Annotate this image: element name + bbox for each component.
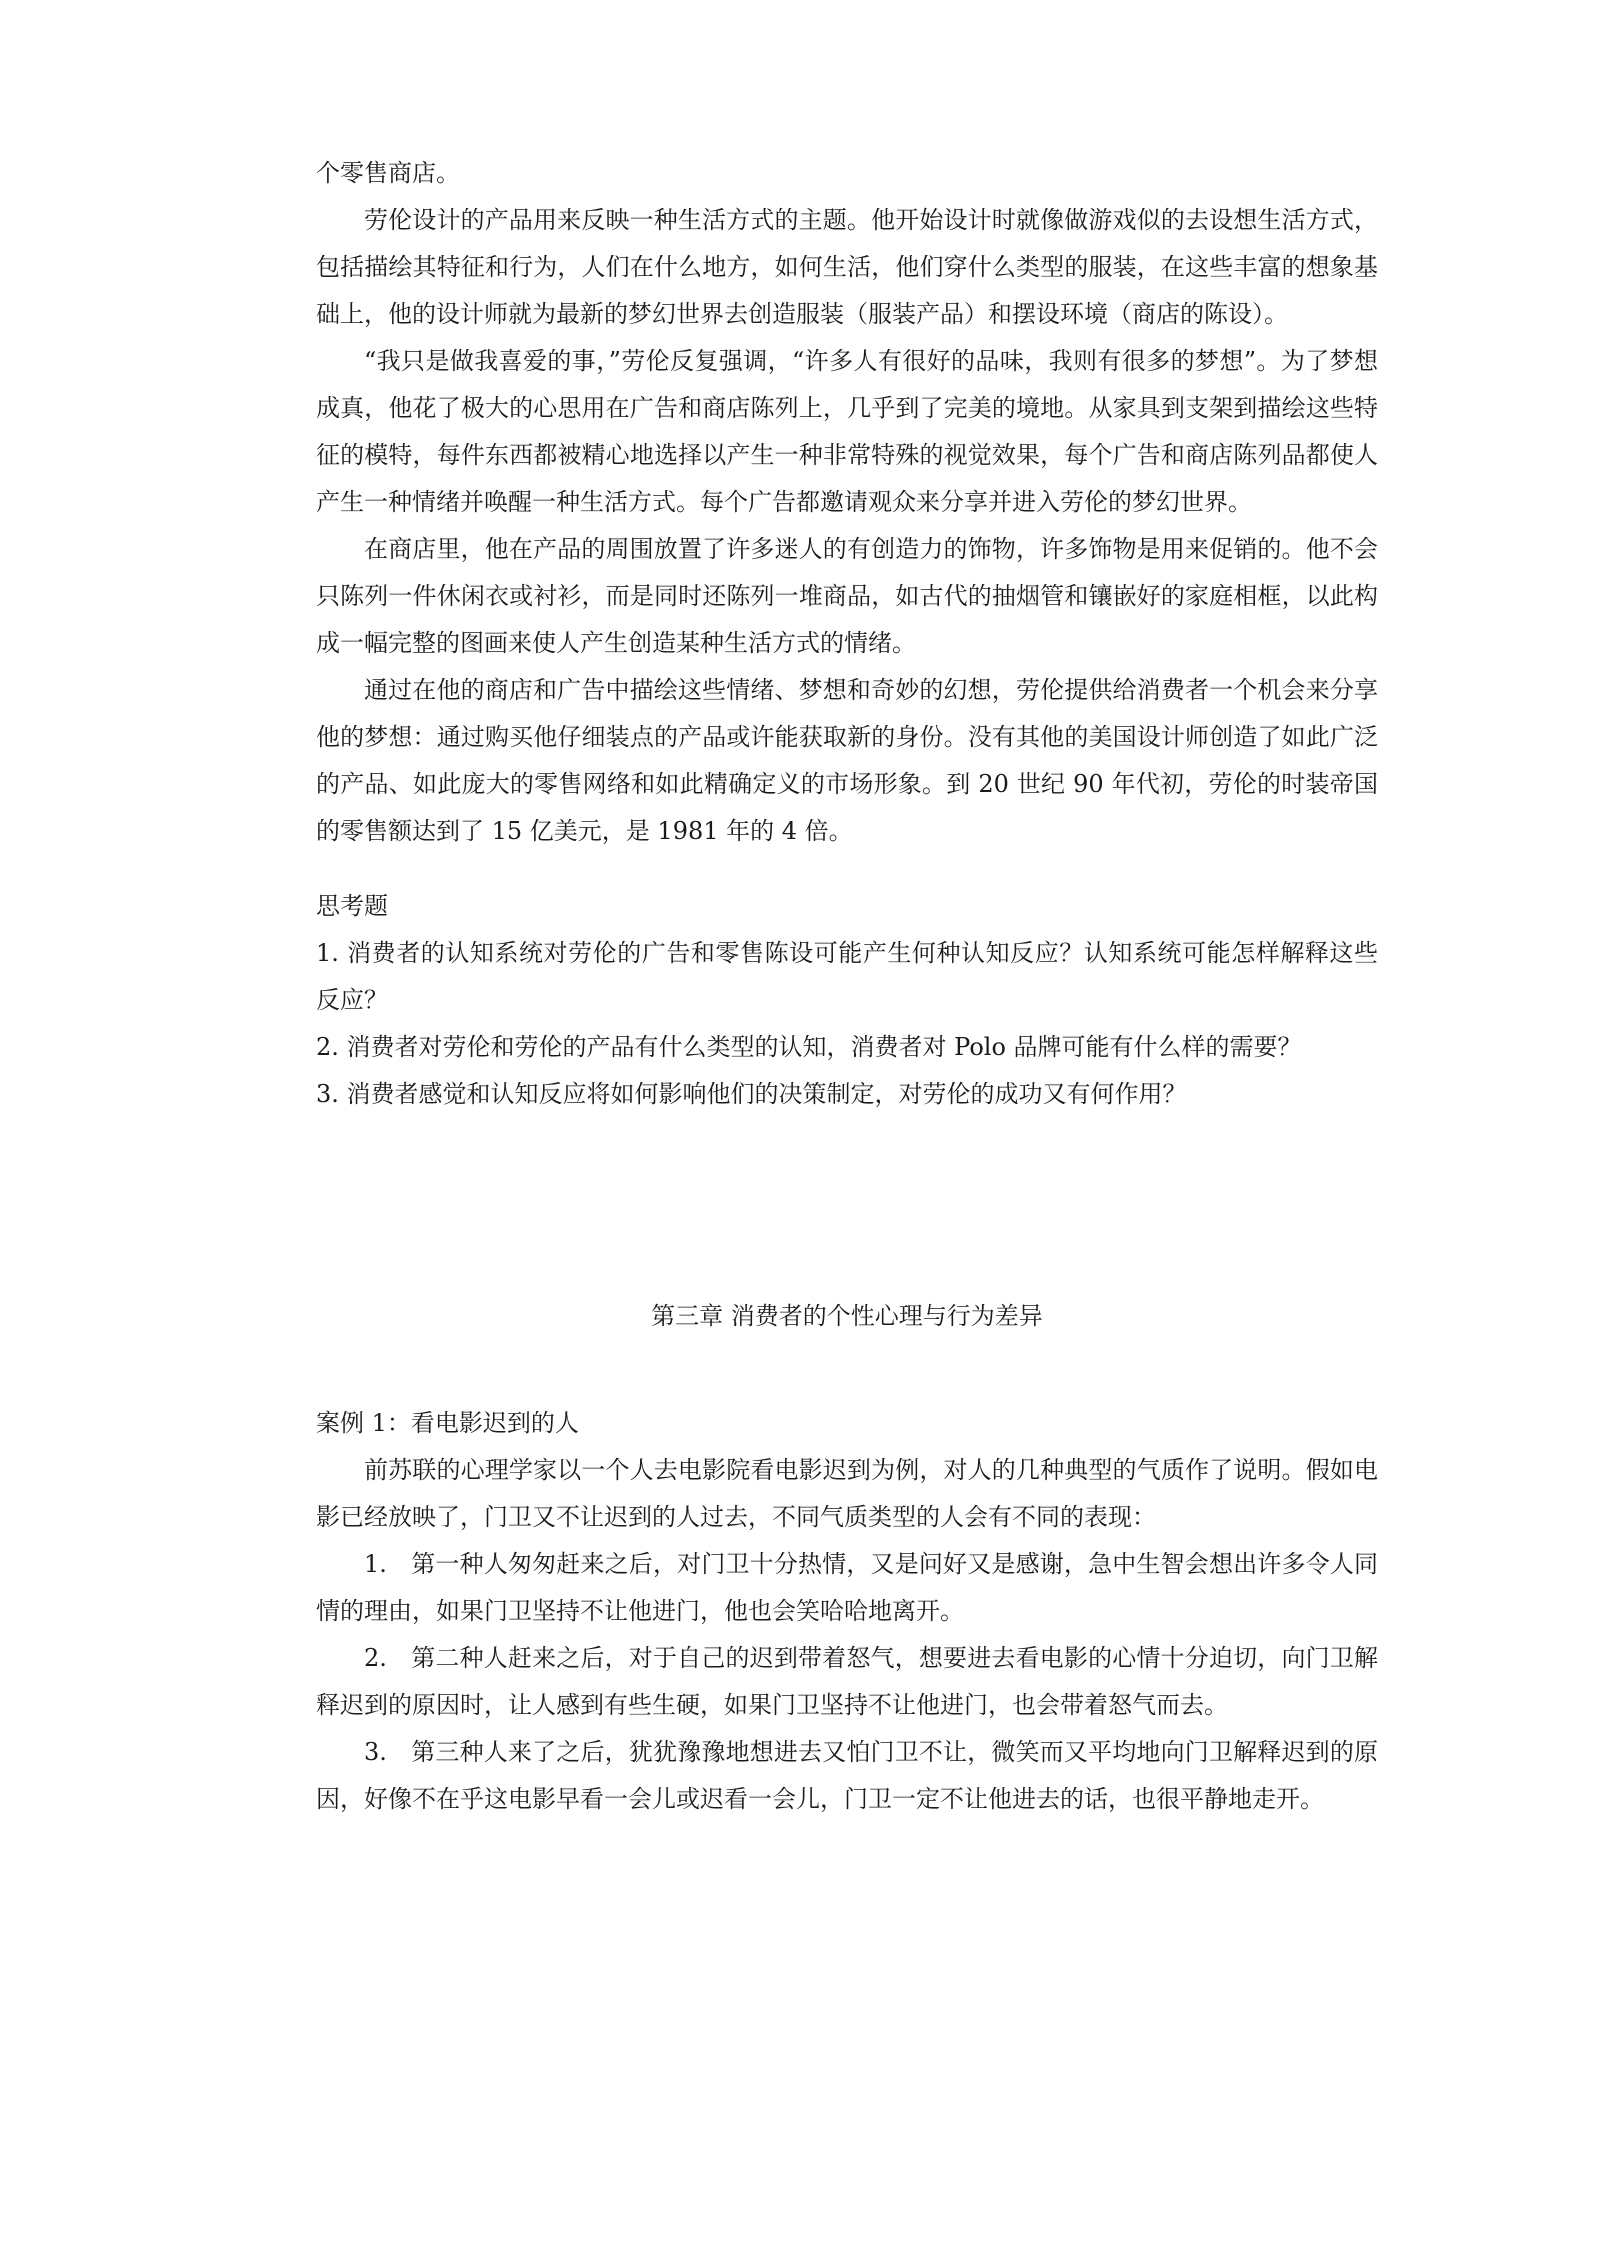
story-paragraph-3: 在商店里，他在产品的周围放置了许多迷人的有创造力的饰物，许多饰物是用来促销的。他不会只陈列一件休闲衣或衬衫，而是同时还陈列一堆商品，如古代的抽烟管和镶嵌好的家庭相框，以此构成一幅完整的图画来使人产生创造某种生活方式的情绪。: [316, 535, 1378, 657]
story-paragraph-2: “我只是做我喜爱的事，”劳伦反复强调，“许多人有很好的品味，我则有很多的梦想”。为了梦想成真，他花了极大的心思用在广告和商店陈列上，几乎到了完美的境地。从家具到支架到描绘这些特征的模特，每件东西都被精心地选择以产生一种非常特殊的视觉效果，每个广告和商店陈列品都使人产生一种情绪并唤醒一种生活方式。每个广告都邀请观众来分享并进入劳伦的梦幻世界。: [316, 347, 1378, 516]
case-item-3: 3. 第三种人来了之后，犹犹豫豫地想进去又怕门卫不让，微笑而又平均地向门卫解释迟到的原因，好像不在乎这电影早看一会儿或迟看一会儿，门卫一定不让他进去的话，也很平静地走开。: [316, 1738, 1378, 1813]
case-item-1: 1. 第一种人匆匆赶来之后，对门卫十分热情，又是问好又是感谢，急中生智会想出许多令人同情的理由，如果门卫坚持不让他进门，他也会笑哈哈地离开。: [316, 1550, 1378, 1625]
story-paragraph-4: 通过在他的商店和广告中描绘这些情绪、梦想和奇妙的幻想，劳伦提供给消费者一个机会来分享他的梦想：通过购买他仔细装点的产品或许能获取新的身份。没有其他的美国设计师创造了如此广泛的产品、如此庞大的零售网络和如此精确定义的市场形象。到 20 世纪 90 年代初，劳伦的时装帝国的零售额达到了 15 亿美元，是 1981 年的 4 倍。: [316, 676, 1378, 845]
questions-heading: 思考题: [316, 892, 388, 920]
document-page: [316, 150, 1378, 1823]
spacer: [316, 855, 1378, 883]
question-item: 2. 消费者对劳伦和劳伦的产品有什么类型的认知，消费者对 Polo 品牌可能有什么样的需要？: [316, 1033, 1302, 1061]
intro-tail: 个零售商店。: [316, 159, 460, 187]
story-paragraph-1: 劳伦设计的产品用来反映一种生活方式的主题。他开始设计时就像做游戏似的去设想生活方式，包括描绘其特征和行为，人们在什么地方，如何生活，他们穿什么类型的服装，在这些丰富的想象基础上，他的设计师就为最新的梦幻世界去创造服装（服装产品）和摆设环境（商店的陈设）。: [316, 206, 1378, 328]
questions-section: [316, 883, 1378, 1118]
spacer: [316, 1118, 1378, 1293]
case-item-2: 2. 第二种人赶来之后，对于自己的迟到带着怒气，想要进去看电影的心情十分迫切，向门卫解释迟到的原因时，让人感到有些生硬，如果门卫坚持不让他进门，也会带着怒气而去。: [316, 1644, 1378, 1719]
question-item: 1. 消费者的认知系统对劳伦的广告和零售陈设可能产生何种认知反应？认知系统可能怎样解释这些反应？: [316, 939, 1378, 1014]
spacer: [316, 1340, 1378, 1400]
chapter-title: 第三章 消费者的个性心理与行为差异: [651, 1302, 1043, 1330]
chapter-section: [316, 1293, 1378, 1823]
case-title: 案例 1：看电影迟到的人: [316, 1409, 579, 1437]
question-item: 3. 消费者感觉和认知反应将如何影响他们的决策制定，对劳伦的成功又有何作用？: [316, 1080, 1187, 1108]
case-intro: 前苏联的心理学家以一个人去电影院看电影迟到为例，对人的几种典型的气质作了说明。假如电影已经放映了，门卫又不让迟到的人过去，不同气质类型的人会有不同的表现：: [316, 1456, 1378, 1531]
